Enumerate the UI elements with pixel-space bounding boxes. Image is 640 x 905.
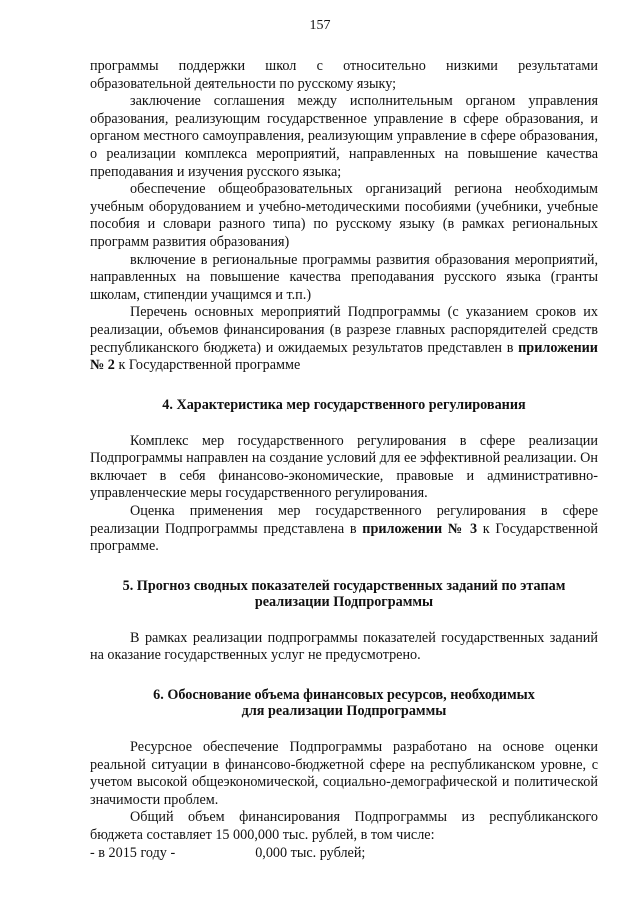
s4-p2-text: Оценка применения мер государственного регулирования в сфере реализации Подпрограммы представлена в	[90, 503, 598, 537]
paragraph-4: включение в региональные программы развития образования мероприятий, направленных на повышение качества преподавания русского языка (гранты школам, стипендии учащимся и т.п.)	[90, 251, 598, 303]
funding-row-value: 0,000 тыс. рублей;	[255, 844, 366, 861]
funding-row-label: - в 2015 году -	[90, 844, 176, 861]
page-number: 157	[309, 18, 331, 33]
section-5-heading-line-2: реализации Подпрограммы	[254, 593, 434, 610]
appendix-3-ref: приложении № 3	[362, 520, 478, 537]
p5-tail: к Государственной программе	[114, 357, 301, 374]
appendix-2-ref: приложении № 2	[90, 339, 598, 374]
section-4-paragraph-1: Комплекс мер государственного регулирования в сфере реализации Подпрограммы направлен на создание условий для ее эффективной реализации. Он включает в себя финансово-экономические, правовые и административно-управленческие меры государственного регулирования.	[90, 432, 599, 502]
section-6-heading-line-2: для реализации Подпрограммы	[241, 703, 447, 720]
p5-text: Перечень основных мероприятий Подпрограммы (с указанием сроков их реализации, объемов финансирования (в разрезе главных распорядителей средств республиканского бюджета) и ожидаемых результатов представлен в	[90, 304, 598, 356]
section-4-heading: 4. Характеристика мер государственного регулирования	[162, 396, 526, 413]
paragraph-2: заключение соглашения между исполнительным органом управления образования, реализующим государственное управление в сфере образования, и органом местного самоуправления, реализующим управление в сфере образования, о реализации комплекса мероприятий, направленных на повышение качества преподавания и изучения русского языка;	[90, 93, 598, 180]
section-6-heading	[90, 687, 598, 719]
section-6-paragraph-1: Ресурсное обеспечение Подпрограммы разработано на основе оценки реальной ситуации в финансово-бюджетной сфере на республиканском уровне, с учетом высокой общеэкономической, социально-демографической и политической значимости проблем.	[90, 739, 598, 808]
section-5-heading	[90, 578, 598, 610]
s4-p2-tail: к Государственной программе.	[90, 520, 598, 555]
paragraph-3: обеспечение общеобразовательных организаций региона необходимым учебным оборудованием и учебно-методическими пособиями (учебники, учебные пособия и словари разного типа) по русскому языку (в рамках региональных программ развития образования)	[90, 181, 598, 250]
funding-row-2015	[90, 845, 598, 863]
section-6-paragraph-2: Общий объем финансирования Подпрограммы из республиканского бюджета составляет 15 000,000 тыс. рублей, в том числе:	[90, 809, 598, 843]
section-5-paragraph-1: В рамках реализации подпрограммы показателей государственных заданий на оказание государственных услуг не предусмотрено.	[90, 629, 598, 664]
page-content	[90, 58, 598, 862]
paragraph-1: программы поддержки школ с относительно низкими результатами образовательной деятельности по русскому языку;	[90, 58, 598, 92]
section-6-heading-line-1: 6. Обоснование объема финансовых ресурсов, необходимых	[153, 687, 535, 704]
section-5-heading-line-1: 5. Прогноз сводных показателей государственных заданий по этапам	[122, 577, 566, 594]
paragraph-5	[90, 304, 598, 374]
section-4-paragraph-2	[90, 503, 598, 556]
